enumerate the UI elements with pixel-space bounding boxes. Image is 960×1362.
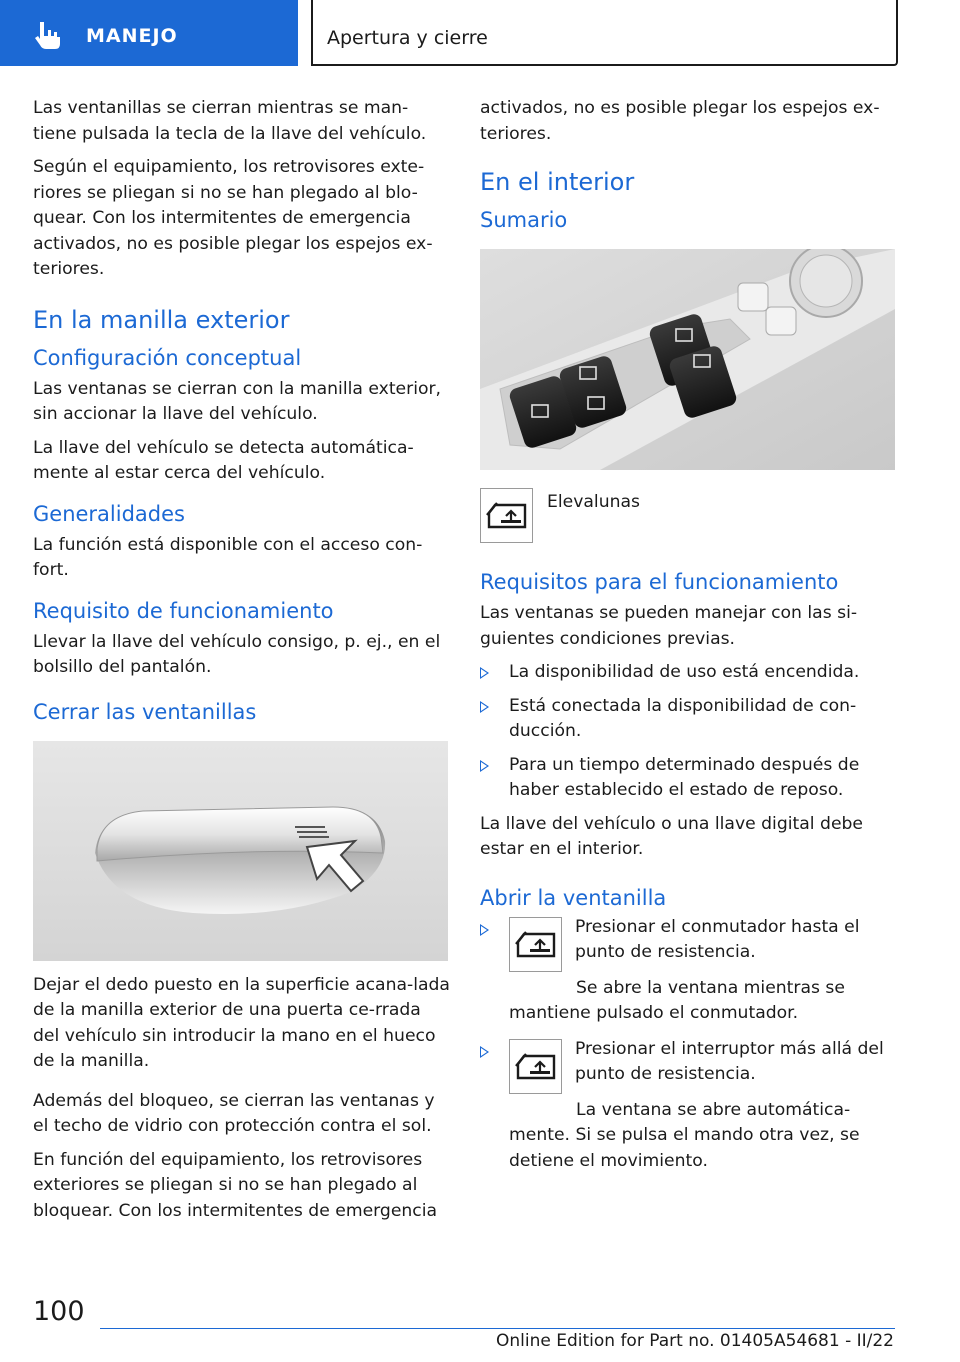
paragraph: La llave del vehículo se detecta automática-mente al estar cerca del vehículo. — [33, 437, 414, 483]
chapter-header — [311, 0, 898, 66]
paragraph: Además del bloqueo, se cierran las ventanas y el techo de vidrio con protección contra el sol. — [33, 1090, 435, 1136]
window-switch-image — [480, 249, 895, 470]
paragraph: La función está disponible con el acceso con-fort. — [33, 534, 423, 580]
bullet-arrow-icon — [480, 701, 489, 713]
edition-note: Online Edition for Part no. 01405A54681 - II/22 — [495, 1331, 894, 1351]
list-item: Para un tiempo determinado después de haber establecido el estado de reposo. — [480, 753, 898, 804]
heading-sumario: Sumario — [480, 208, 568, 232]
heading-interior: En el interior — [480, 168, 635, 196]
bullet-arrow-icon — [480, 667, 489, 679]
paragraph: Según el equipamiento, los retrovisores exte-riores se pliegan si no se han plegado al blo-quear. Con los intermitentes de emergencia activados, no es posible plegar los espejos ex-teriores. — [33, 157, 433, 279]
instruction-result: Se abre la ventana mientras se mantiene pulsado el conmutador. — [509, 977, 845, 1023]
heading-cerrar: Cerrar las ventanillas — [33, 699, 257, 724]
bullet-arrow-icon — [480, 760, 489, 772]
hand-steering-icon — [26, 18, 66, 52]
section-label: MANEJO — [86, 25, 178, 47]
instruction-result: La ventana se abre automática-mente. Si se pulsa el mando otra vez, se detiene el movimiento. — [509, 1099, 860, 1171]
heading-requisito: Requisito de funcionamiento — [33, 598, 334, 623]
footer-divider — [100, 1328, 895, 1329]
bullet-arrow-icon — [480, 924, 489, 936]
heading-config: Configuración conceptual — [33, 345, 302, 370]
bullet-arrow-icon — [480, 1046, 489, 1058]
list-item: Está conectada la disponibilidad de con-ducción. — [480, 694, 898, 745]
heading-manilla: En la manilla exterior — [33, 305, 290, 334]
paragraph: Las ventanas se cierran con la manilla exterior, sin accionar la llave del vehículo. — [33, 378, 442, 424]
legend-row — [480, 488, 898, 543]
list-item — [480, 917, 898, 1027]
paragraph: La llave del vehículo o una llave digital debe estar en el interior. — [480, 813, 864, 859]
heading-abrir: Abrir la ventanilla — [480, 885, 667, 910]
window-switch-icon — [480, 488, 533, 543]
window-switch-icon — [509, 1039, 562, 1094]
right-column — [480, 96, 898, 1182]
paragraph: Las ventanillas se cierran mientras se man-tiene pulsada la tecla de la llave del vehículo. — [33, 98, 427, 144]
paragraph: En función del equipamiento, los retrovisores exteriores se pliegan si no se han plegado al bloquear. Con los intermitentes de emergencia — [33, 1149, 438, 1221]
door-handle-image — [33, 741, 448, 961]
page-number: 100 — [33, 1296, 85, 1327]
window-switch-icon — [509, 917, 562, 972]
paragraph: Dejar el dedo puesto en la superficie acana-lada de la manilla exterior de una puerta ce-rrada del vehículo sin introducir la mano en el hueco de la manilla. — [33, 974, 450, 1071]
instruction-text: Presionar el conmutador hasta el punto de resistencia. — [575, 916, 860, 962]
list-item: La disponibilidad de uso está encendida. — [480, 660, 898, 686]
section-tab — [0, 0, 298, 66]
legend-label: Elevalunas — [547, 492, 640, 512]
chapter-title: Apertura y cierre — [327, 27, 488, 49]
paragraph: activados, no es posible plegar los espejos ex-teriores. — [480, 98, 880, 144]
paragraph: Las ventanas se pueden manejar con las si-guientes condiciones previas. — [480, 603, 858, 649]
left-column — [33, 96, 451, 1232]
paragraph: Llevar la llave del vehículo consigo, p. ej., en el bolsillo del pantalón. — [33, 631, 441, 677]
heading-requisitos: Requisitos para el funcionamiento — [480, 570, 839, 594]
instruction-text: Presionar el interruptor más allá del punto de resistencia. — [575, 1038, 884, 1084]
list-item — [480, 1039, 898, 1175]
heading-general: Generalidades — [33, 501, 185, 526]
